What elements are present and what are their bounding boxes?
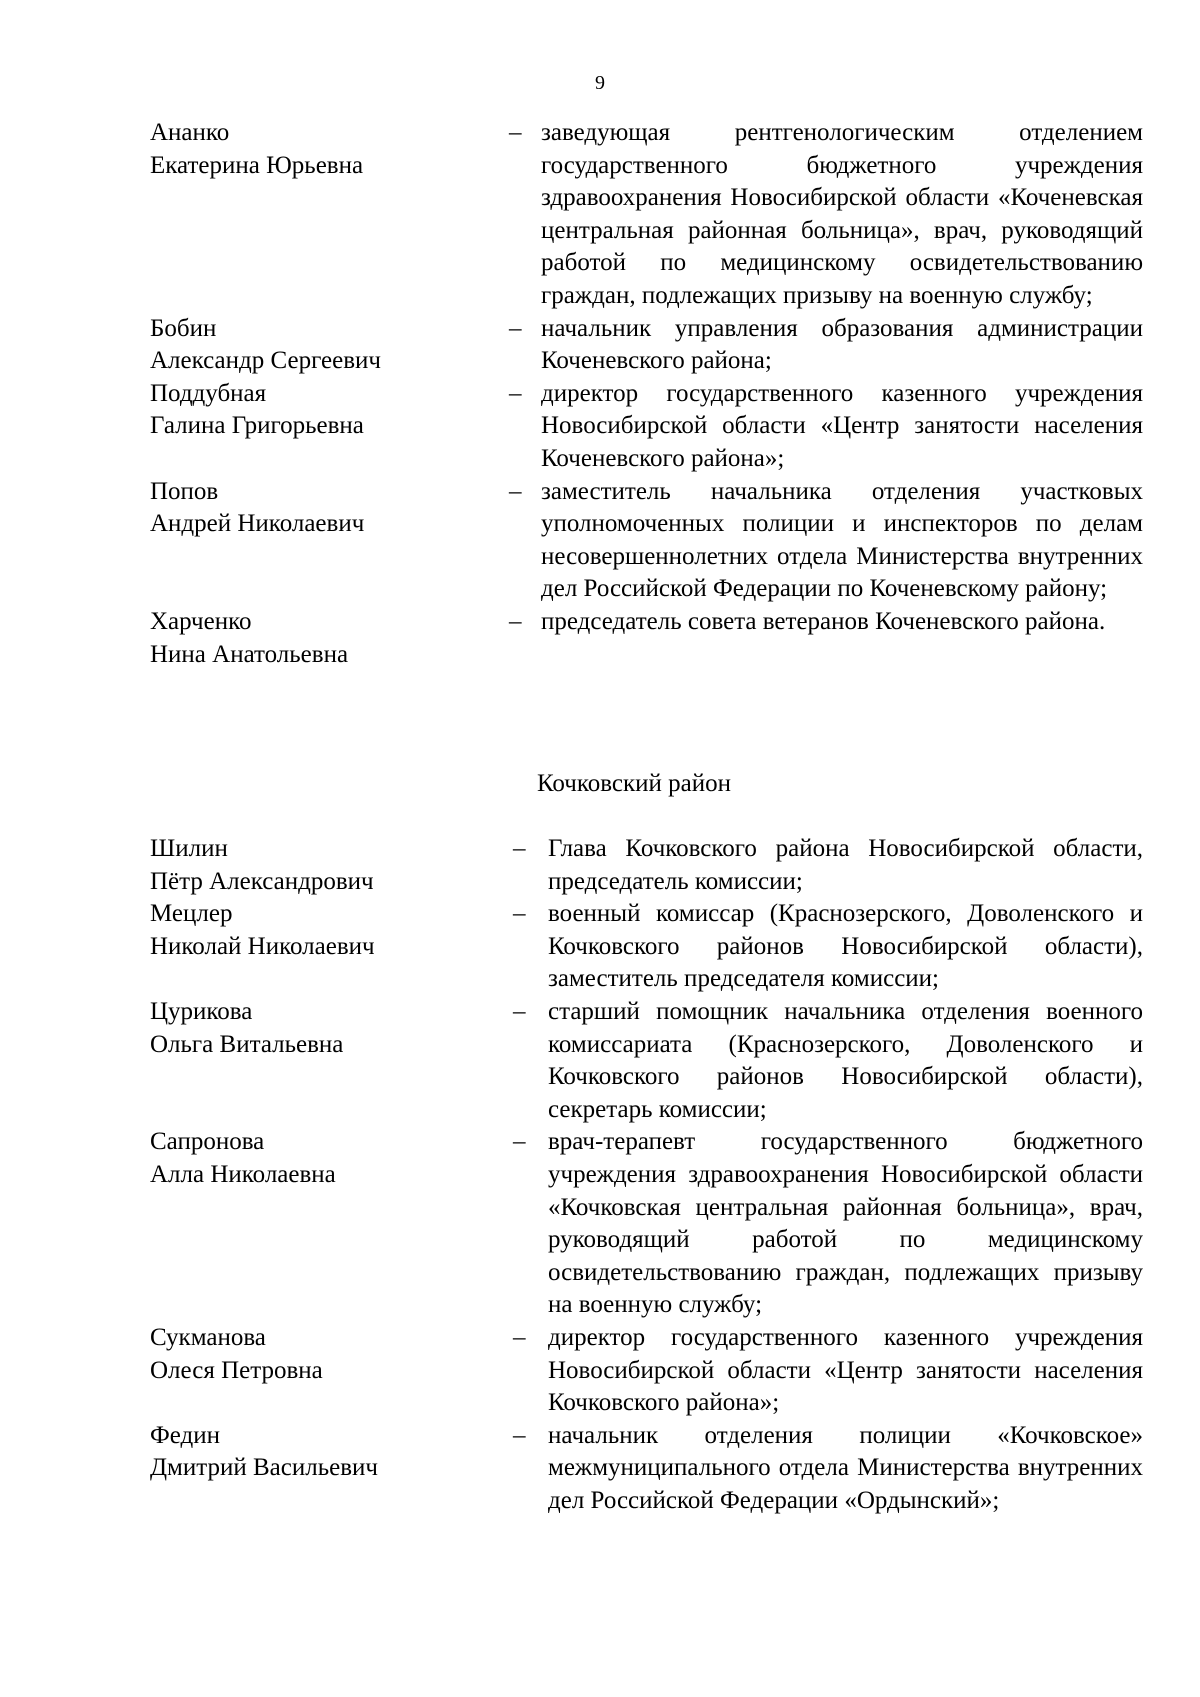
member-surname: Попов <box>150 477 219 505</box>
member-position: заместитель начальника отделения участковых уполномоченных полиции и инспекторов по делам несовершеннолетних отдела Министерства внутренних дел Российской Федерации по Коченевскому району; <box>541 477 1143 603</box>
member-position: врач-терапевт государственного бюджетного учреждения здравоохранения Новосибирской области «Кочковская центральная районная больница», врач, руководящий работой по медицинскому освидетельствованию граждан, подлежащих призыву на военную службу; <box>548 1128 1143 1319</box>
member-position: старший помощник начальника отделения военного комиссариата (Краснозерского, Доволенского и Кочковского районов Новосибирской области), секретарь комиссии; <box>548 997 1143 1123</box>
member-surname: Сапронова <box>150 1128 265 1156</box>
member-surname: Мецлер <box>150 900 233 928</box>
dash-separator: – <box>509 119 522 146</box>
dash-separator: – <box>513 997 526 1025</box>
member-surname: Ананко <box>150 119 230 146</box>
member-surname: Федин <box>150 1421 220 1449</box>
member-position: председатель совета ветеранов Коченевского района. <box>541 607 1106 635</box>
member-entry <box>0 833 1200 898</box>
member-name <box>150 606 490 671</box>
member-entry <box>0 117 1200 313</box>
member-entry <box>0 476 1200 606</box>
member-entry <box>0 378 1200 476</box>
dash-separator: – <box>513 835 526 862</box>
member-entry <box>0 996 1200 1126</box>
member-surname: Сукманова <box>150 1323 266 1351</box>
member-surname: Харченко <box>150 607 252 635</box>
dash-separator: – <box>509 477 522 505</box>
member-entry <box>0 606 1200 668</box>
member-given-name: Андрей Николаевич <box>150 510 365 538</box>
member-given-name: Галина Григорьевна <box>150 412 364 440</box>
member-position: директор государственного казенного учреждения Новосибирской области «Центр занятости населения Кочковского района»; <box>548 1323 1143 1417</box>
member-entry <box>0 1420 1200 1518</box>
member-position: начальник отделения полиции «Кочковское» межмуниципального отдела Министерства внутренних дел Российской Федерации «Ордынский»; <box>548 1421 1143 1514</box>
dash-separator: – <box>513 900 526 928</box>
member-entry <box>0 313 1200 378</box>
dash-separator: – <box>509 314 522 342</box>
commission-members-list-1 <box>0 117 1200 668</box>
member-name <box>150 898 490 963</box>
member-name <box>150 996 490 1061</box>
member-given-name: Дмитрий Васильевич <box>150 1454 378 1482</box>
member-entry <box>0 1126 1200 1322</box>
member-position: заведующая рентгенологическим отделением государственного бюджетного учреждения здравоохранения Новосибирской области «Коченевская центральная районная больница», врач, руководящий работой по медицинскому освидетельствованию граждан, подлежащих призыву на военную службу; <box>541 119 1143 309</box>
page-number: 9 <box>595 72 605 94</box>
member-given-name: Екатерина Юрьевна <box>150 151 364 179</box>
member-given-name: Алла Николаевна <box>150 1160 336 1188</box>
member-surname: Поддубная <box>150 379 267 407</box>
member-name <box>150 378 490 443</box>
member-given-name: Николай Николаевич <box>150 932 375 960</box>
district-heading: Кочковский район <box>537 770 731 797</box>
member-name <box>150 313 490 378</box>
dash-separator: – <box>509 607 522 635</box>
member-position: военный комиссар (Краснозерского, Доволенского и Кочковского районов Новосибирской области), заместитель председателя комиссии; <box>548 900 1143 993</box>
member-surname: Шилин <box>150 835 228 862</box>
member-given-name: Ольга Витальевна <box>150 1030 344 1058</box>
member-name <box>150 117 490 182</box>
member-name <box>150 833 490 898</box>
dash-separator: – <box>513 1323 526 1351</box>
dash-separator: – <box>509 379 522 407</box>
member-surname: Цурикова <box>150 997 253 1025</box>
member-given-name: Александр Сергеевич <box>150 347 381 375</box>
member-position: Глава Кочковского района Новосибирской области, председатель комиссии; <box>548 835 1143 895</box>
member-entry <box>0 1322 1200 1420</box>
member-surname: Бобин <box>150 314 217 342</box>
member-entry <box>0 898 1200 996</box>
dash-separator: – <box>513 1128 526 1156</box>
member-name <box>150 1420 490 1485</box>
member-name <box>150 476 490 541</box>
commission-members-list-2 <box>0 833 1200 1517</box>
member-name <box>150 1126 490 1191</box>
member-given-name: Нина Анатольевна <box>150 640 349 668</box>
member-position: директор государственного казенного учреждения Новосибирской области «Центр занятости населения Коченевского района»; <box>541 379 1143 472</box>
member-given-name: Олеся Петровна <box>150 1356 323 1384</box>
member-given-name: Пётр Александрович <box>150 867 374 895</box>
dash-separator: – <box>513 1421 526 1449</box>
member-name <box>150 1322 490 1387</box>
member-position: начальник управления образования администрации Коченевского района; <box>541 314 1143 375</box>
